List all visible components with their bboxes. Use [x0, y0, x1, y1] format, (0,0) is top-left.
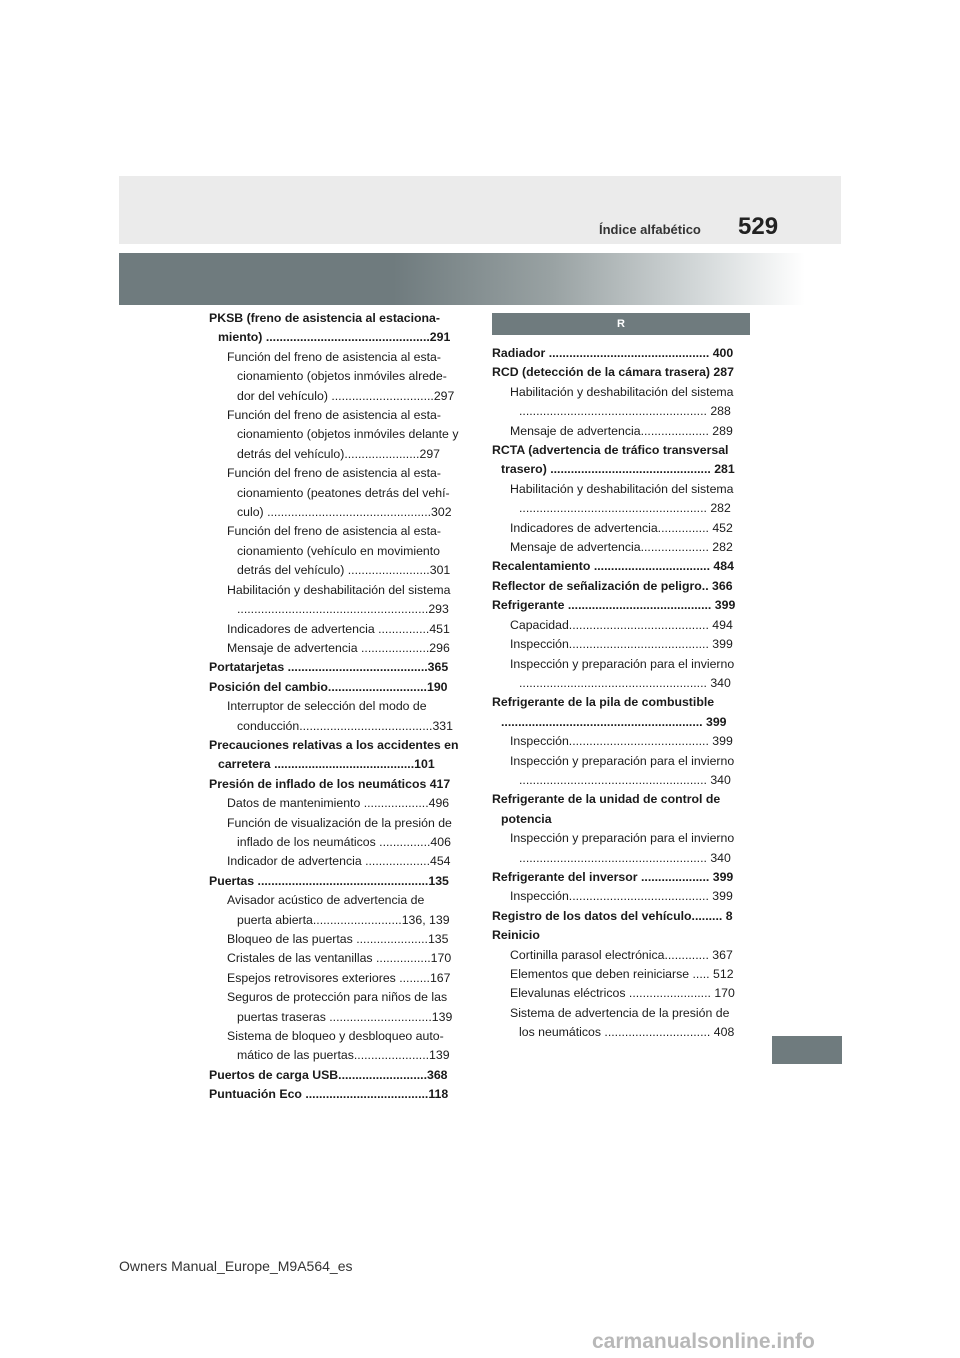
index-entry: Puertos de carga USB..........................368 [209, 1067, 448, 1082]
index-entry: Refrigerante de la unidad de control de potencia [492, 792, 721, 826]
index-entry: Puertas ..................................................135 [209, 873, 449, 888]
header-title: Índice alfabético [599, 222, 701, 237]
index-entry: Radiador ............................................... 400 [492, 346, 734, 360]
index-entry: Registro de los datos del vehículo......... 8 [492, 908, 733, 923]
index-entry: Presión de inflado de los neumáticos 417 [209, 776, 451, 791]
chapter-band [119, 253, 841, 305]
chapter-tab-marker [772, 1036, 842, 1064]
index-subentry: Función del freno de asistencia al esta-cionamiento (vehículo en movimiento detrás del vehículo) ........................301 [227, 524, 451, 578]
index-subentry: Habilitación y deshabilitación del sistema ....................................................... 288 [510, 384, 734, 419]
index-entry: Refrigerante del inversor .................... 399 [492, 869, 734, 884]
index-subentry: Interruptor de selección del modo de conducción.......................................331 [227, 699, 453, 733]
index-subentry: Bloqueo de las puertas .....................135 [227, 932, 449, 946]
index-subentry: Mensaje de advertencia ....................296 [227, 640, 450, 655]
index-entry: Reflector de señalización de peligro.. 366 [492, 578, 733, 593]
footer-text: Owners Manual_Europe_M9A564_es [119, 1258, 353, 1274]
index-subentry: Inspección......................................... 399 [510, 889, 733, 904]
index-column-left [209, 309, 462, 1105]
index-subentry: Inspección......................................... 399 [510, 637, 733, 652]
index-subentry: Datos de mantenimiento ...................496 [227, 796, 450, 811]
index-column-right [492, 344, 745, 1043]
index-subentry: Función del freno de asistencia al esta-cionamiento (objetos inmóviles alrede-dor del vehículo) ..............................297 [227, 349, 455, 403]
index-subentry: Mensaje de advertencia.................... 289 [510, 423, 733, 438]
index-subentry: Indicadores de advertencia............... 452 [510, 520, 733, 535]
index-entry: Puntuación Eco ....................................118 [209, 1087, 449, 1102]
index-entry: Portatarjetas .........................................365 [209, 660, 449, 675]
index-entry: Posición del cambio.............................190 [209, 679, 448, 694]
index-entry: Precauciones relativas a los accidentes en carretera .........................................101 [209, 737, 459, 772]
index-entry: Refrigerante de la pila de combustible ........................................................... 399 [492, 695, 727, 729]
header-band [119, 176, 841, 244]
index-entry: RCTA (advertencia de tráfico transversal trasero) ............................................... 281 [492, 443, 735, 477]
index-subentry: Inspección......................................... 399 [510, 734, 733, 749]
index-subentry: Inspección y preparación para el invierno ....................................................... 340 [510, 831, 735, 865]
index-entry: RCD (detección de la cámara trasera) 287 [492, 365, 734, 380]
index-subentry: Indicador de advertencia ...................454 [227, 854, 451, 869]
index-entry: PKSB (freno de asistencia al estaciona-miento) ................................................291 [209, 311, 451, 345]
index-entry: Refrigerante .......................................... 399 [492, 598, 736, 613]
index-subentry: Sistema de advertencia de la presión de los neumáticos ............................... 408 [510, 1005, 735, 1040]
index-subentry: Habilitación y deshabilitación del sistema ........................................................293 [227, 582, 451, 617]
index-entry: Reinicio [492, 928, 540, 943]
index-subentry: Inspección y preparación para el invierno ....................................................... 340 [510, 656, 735, 690]
index-subentry: Función del freno de asistencia al esta-cionamiento (peatones detrás del vehí-culo) ................................................302 [227, 466, 452, 520]
index-subentry: Cortinilla parasol electrónica............. 367 [510, 947, 733, 962]
index-entry: Recalentamiento .................................. 484 [492, 559, 734, 574]
index-subentry: Espejos retrovisores exteriores .........167 [227, 970, 451, 985]
page-number: 529 [738, 213, 779, 240]
index-subentry: Cristales de las ventanillas ................170 [227, 951, 452, 966]
index-subentry: Función de visualización de la presión de inflado de los neumáticos ...............406 [227, 815, 452, 849]
index-subentry: Indicadores de advertencia ...............451 [227, 621, 450, 636]
index-subentry: Función del freno de asistencia al esta-cionamiento (objetos inmóviles delante y detrás del vehículo)......................297 [227, 408, 459, 461]
index-subentry: Seguros de protección para niños de las puertas traseras ..............................139 [227, 990, 453, 1024]
index-subentry: Habilitación y deshabilitación del sistema ....................................................... 282 [510, 481, 734, 516]
index-subentry: Mensaje de advertencia.................... 282 [510, 540, 733, 555]
watermark: carmanualsonline.info [592, 1330, 815, 1353]
index-subentry: Inspección y preparación para el invierno ....................................................... 340 [510, 753, 735, 787]
section-letter-bar: R [492, 313, 750, 335]
index-subentry: Elementos que deben reiniciarse ..... 512 [510, 967, 734, 981]
index-subentry: Sistema de bloqueo y desbloqueo auto-mático de las puertas......................139 [227, 1029, 450, 1063]
index-subentry: Capacidad......................................... 494 [510, 617, 733, 632]
index-subentry: Avisador acústico de advertencia de puerta abierta..........................136, 139 [227, 893, 450, 927]
index-subentry: Elevalunas eléctricos ........................ 170 [510, 986, 735, 1001]
